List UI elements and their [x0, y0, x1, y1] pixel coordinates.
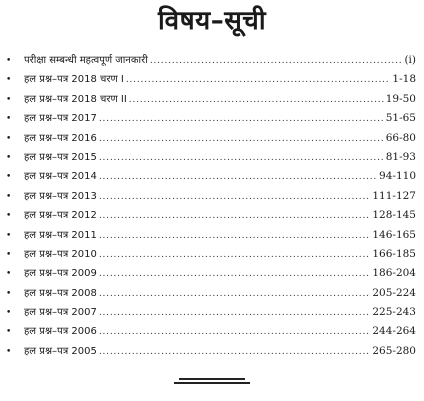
page-title: विषय–सूची: [157, 6, 267, 36]
bullet-icon: •: [6, 172, 12, 183]
toc-page-range: 94-110: [379, 170, 416, 183]
toc-entry-title: हल प्रश्न–पत्र 2015: [24, 151, 97, 163]
bullet-icon: •: [6, 327, 12, 338]
toc-page-range: 186-204: [372, 267, 416, 280]
end-divider-bottom: [174, 382, 250, 384]
dot-leader: [99, 110, 384, 129]
dot-leader: [99, 227, 371, 246]
toc-page-range: 19-50: [385, 92, 416, 105]
toc-entry-title: हल प्रश्न–पत्र 2012: [24, 210, 97, 222]
toc-page-range: 128-145: [372, 209, 416, 222]
toc-entry-title: हल प्रश्न–पत्र 2016: [24, 132, 97, 144]
dot-leader: [99, 149, 384, 168]
bullet-icon: •: [6, 269, 12, 280]
bullet-icon: •: [6, 249, 12, 260]
toc-row: [6, 70, 416, 89]
toc-page-range: 111-127: [372, 189, 416, 202]
bullet-icon: •: [6, 152, 12, 163]
toc-page-range: 225-243: [372, 306, 416, 319]
toc-entry-title: हल प्रश्न–पत्र 2018 चरण II: [24, 93, 127, 105]
toc-row: [6, 303, 416, 322]
dot-leader: [99, 188, 371, 207]
toc-row: [6, 90, 416, 109]
dot-leader: [99, 304, 371, 323]
toc-row: [6, 226, 416, 245]
toc-page-range: 205-224: [372, 286, 416, 299]
bullet-icon: •: [6, 75, 12, 86]
toc-entry-title: परीक्षा सम्बन्धी महत्वपूर्ण जानकारी: [24, 55, 148, 66]
dot-leader: [99, 265, 371, 284]
toc-row: [6, 245, 416, 264]
end-divider-top: [179, 378, 245, 380]
toc-page-range: 51-65: [385, 112, 416, 125]
toc-row: [6, 206, 416, 225]
toc-row: [6, 342, 416, 361]
toc-entry-title: हल प्रश्न–पत्र 2008: [24, 287, 97, 299]
dot-leader: [126, 71, 391, 90]
toc-row: [6, 148, 416, 167]
bullet-icon: •: [6, 191, 12, 202]
toc-entry-title: हल प्रश्न–पत्र 2013: [24, 190, 97, 202]
dot-leader: [150, 52, 403, 71]
toc-row: [6, 187, 416, 206]
bullet-icon: •: [6, 94, 12, 105]
toc-page-range: 1-18: [392, 73, 416, 86]
bullet-icon: •: [6, 308, 12, 319]
toc-entry-title: हल प्रश्न–पत्र 2010: [24, 248, 97, 260]
toc-page-range: 81-93: [385, 150, 416, 163]
bullet-icon: •: [6, 230, 12, 241]
bullet-icon: •: [6, 114, 12, 125]
dot-leader: [99, 207, 371, 226]
dot-leader: [99, 323, 371, 342]
dot-leader: [99, 285, 371, 304]
dot-leader: [99, 246, 371, 265]
toc-entry-title: हल प्रश्न–पत्र 2011: [24, 229, 97, 241]
toc-entry-title: हल प्रश्न–पत्र 2005: [24, 345, 97, 357]
toc-row: [6, 322, 416, 341]
bullet-icon: •: [6, 56, 12, 66]
toc-entry-title: हल प्रश्न–पत्र 2017: [24, 113, 97, 125]
toc-row: [6, 284, 416, 303]
dot-leader: [99, 343, 371, 362]
bullet-icon: •: [6, 211, 12, 222]
bullet-icon: •: [6, 346, 12, 357]
dot-leader: [129, 91, 384, 110]
toc-page-range: 166-185: [372, 247, 416, 260]
table-of-contents: [6, 51, 416, 361]
toc-row: [6, 129, 416, 148]
toc-page-range: 244-264: [372, 325, 416, 338]
bullet-icon: •: [6, 133, 12, 144]
toc-page-range: (i): [404, 54, 416, 66]
toc-page-range: 265-280: [372, 344, 416, 357]
toc-row: [6, 264, 416, 283]
toc-row: [6, 51, 416, 70]
toc-row: [6, 109, 416, 128]
dot-leader: [99, 130, 384, 149]
bullet-icon: •: [6, 288, 12, 299]
toc-page-range: 146-165: [372, 228, 416, 241]
toc-entry-title: हल प्रश्न–पत्र 2009: [24, 268, 97, 280]
dot-leader: [99, 168, 377, 187]
toc-entry-title: हल प्रश्न–पत्र 2007: [24, 307, 97, 319]
toc-row: [6, 167, 416, 186]
toc-entry-title: हल प्रश्न–पत्र 2018 चरण I: [24, 74, 124, 86]
toc-page-range: 66-80: [385, 131, 416, 144]
toc-entry-title: हल प्रश्न–पत्र 2006: [24, 326, 97, 338]
toc-entry-title: हल प्रश्न–पत्र 2014: [24, 171, 97, 183]
